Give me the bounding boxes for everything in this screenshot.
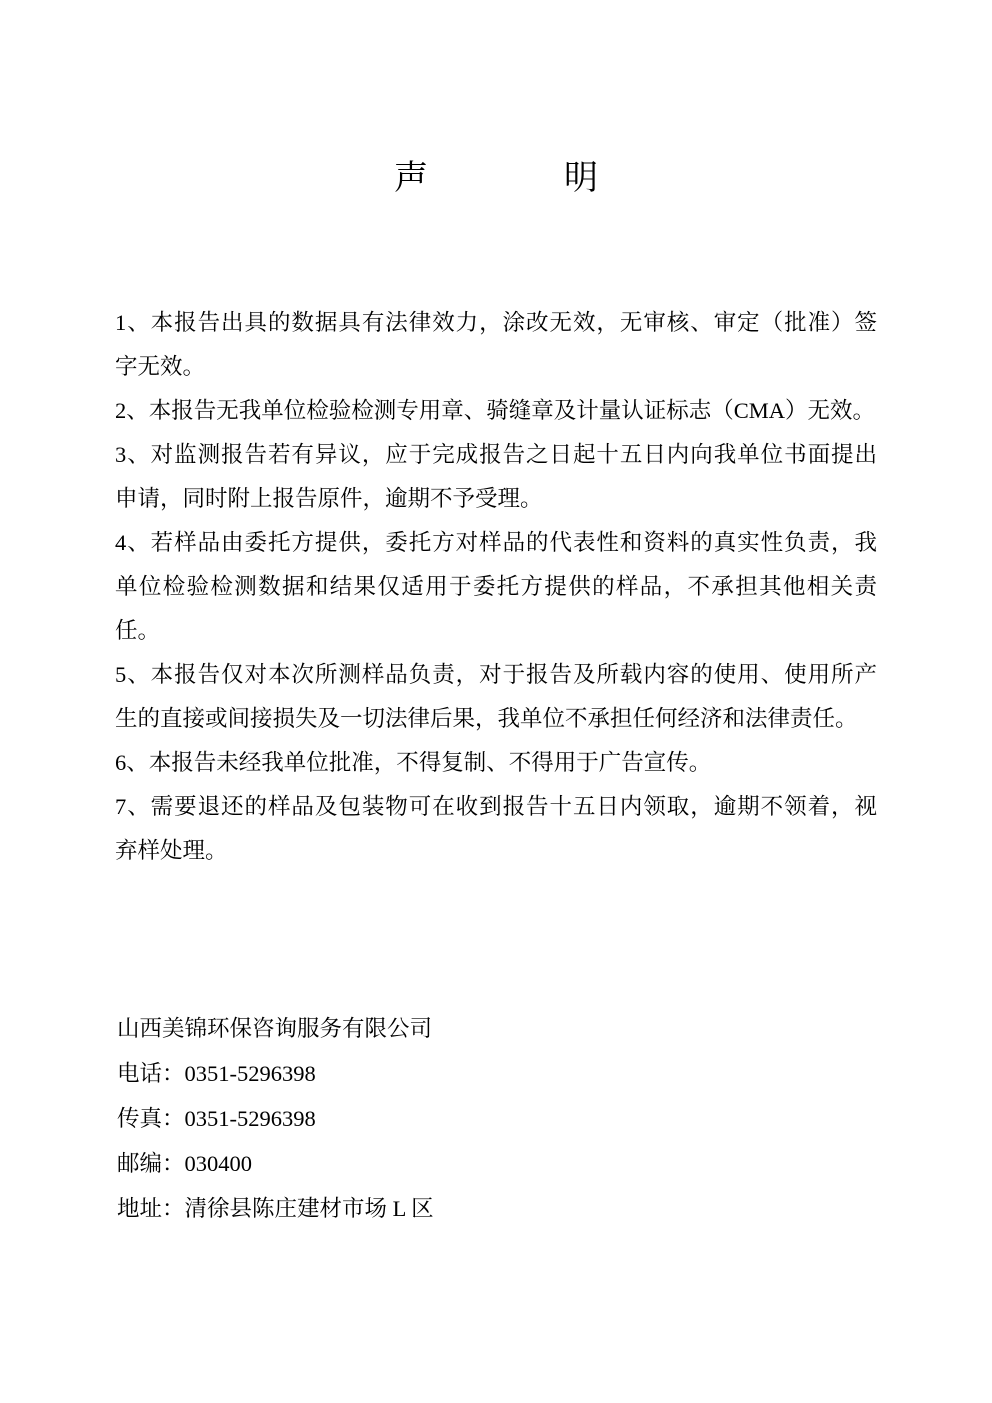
statement-line-7a: 7、需要退还的样品及包装物可在收到报告十五日内领取，逾期不领着，视 (115, 794, 877, 819)
contact-phone: 电话：0351-5296398 (117, 1061, 316, 1086)
statement-line-3b: 申请，同时附上报告原件，逾期不予受理。 (115, 486, 543, 511)
page-title: 声 明 (394, 160, 598, 197)
statement-line-4a: 4、若样品由委托方提供，委托方对样品的代表性和资料的真实性负责，我 (115, 530, 877, 555)
statement-line-1b: 字无效。 (115, 354, 206, 379)
statement-line-2: 2、本报告无我单位检验检测专用章、骑缝章及计量认证标志（CMA）无效。 (115, 398, 876, 423)
statement-line-5a: 5、本报告仅对本次所测样品负责，对于报告及所载内容的使用、使用所产 (115, 662, 877, 687)
statement-line-4b: 单位检验检测数据和结果仅适用于委托方提供的样品，不承担其他相关责 (115, 574, 877, 599)
statement-line-7b: 弃样处理。 (115, 838, 228, 863)
statement-line-5b: 生的直接或间接损失及一切法律后果，我单位不承担任何经济和法律责任。 (115, 706, 858, 731)
company-name: 山西美锦环保咨询服务有限公司 (117, 1016, 433, 1041)
contact-fax: 传真：0351-5296398 (117, 1106, 316, 1131)
contact-postcode: 邮编：030400 (117, 1151, 253, 1176)
contact-address: 地址：清徐县陈庄建材市场 L 区 (117, 1196, 434, 1221)
statement-line-1a: 1、本报告出具的数据具有法律效力，涂改无效，无审核、审定（批准）签 (115, 310, 877, 335)
statement-line-6: 6、本报告未经我单位批准，不得复制、不得用于广告宣传。 (115, 750, 712, 775)
contact-block (117, 1006, 434, 1231)
statement-line-4c: 任。 (115, 618, 161, 643)
statement-line-3a: 3、对监测报告若有异议，应于完成报告之日起十五日内向我单位书面提出 (115, 442, 877, 467)
statement-body (115, 301, 877, 873)
